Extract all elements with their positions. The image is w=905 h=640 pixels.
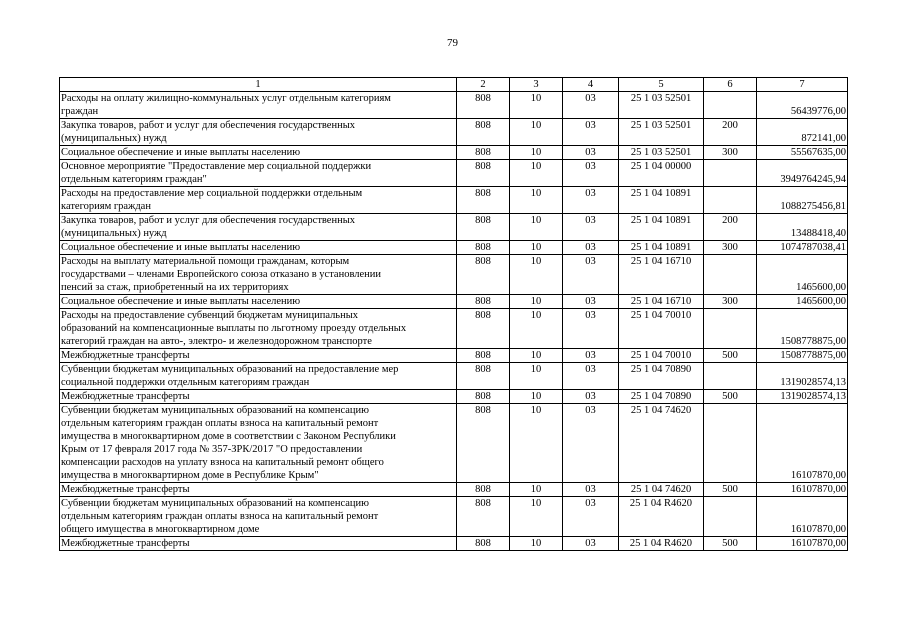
row-col-5: 25 1 04 10891 bbox=[619, 241, 704, 255]
row-col-5: 25 1 04 74620 bbox=[619, 483, 704, 497]
row-name: Межбюджетные трансферты bbox=[60, 349, 457, 363]
row-name: Расходы на оплату жилищно-коммунальных услуг отдельным категориям граждан bbox=[60, 92, 457, 119]
header-col-7: 7 bbox=[757, 78, 848, 92]
table-row bbox=[60, 146, 848, 160]
row-col-5: 25 1 04 R4620 bbox=[619, 497, 704, 537]
row-col-2: 808 bbox=[457, 349, 510, 363]
row-name: Межбюджетные трансферты bbox=[60, 390, 457, 404]
row-col-2: 808 bbox=[457, 146, 510, 160]
row-col-3: 10 bbox=[510, 255, 563, 295]
row-col-3: 10 bbox=[510, 497, 563, 537]
row-col-3: 10 bbox=[510, 160, 563, 187]
row-col-6 bbox=[704, 187, 757, 214]
header-col-2: 2 bbox=[457, 78, 510, 92]
row-amount: 56439776,00 bbox=[757, 92, 848, 119]
row-col-4: 03 bbox=[563, 255, 619, 295]
row-col-6 bbox=[704, 497, 757, 537]
row-col-3: 10 bbox=[510, 241, 563, 255]
row-col-4: 03 bbox=[563, 295, 619, 309]
row-col-4: 03 bbox=[563, 214, 619, 241]
row-name: Расходы на предоставление мер социальной поддержки отдельным категориям граждан bbox=[60, 187, 457, 214]
row-col-6: 300 bbox=[704, 295, 757, 309]
row-amount: 1088275456,81 bbox=[757, 187, 848, 214]
row-col-5: 25 1 04 16710 bbox=[619, 255, 704, 295]
row-col-3: 10 bbox=[510, 483, 563, 497]
row-col-2: 808 bbox=[457, 119, 510, 146]
row-col-5: 25 1 04 70890 bbox=[619, 363, 704, 390]
row-col-5: 25 1 04 74620 bbox=[619, 404, 704, 483]
row-col-6: 500 bbox=[704, 390, 757, 404]
row-col-6: 500 bbox=[704, 349, 757, 363]
header-col-4: 4 bbox=[563, 78, 619, 92]
row-col-5: 25 1 04 10891 bbox=[619, 187, 704, 214]
row-col-6: 500 bbox=[704, 537, 757, 551]
header-col-5: 5 bbox=[619, 78, 704, 92]
row-col-5: 25 1 04 70890 bbox=[619, 390, 704, 404]
row-col-3: 10 bbox=[510, 309, 563, 349]
row-col-4: 03 bbox=[563, 404, 619, 483]
row-col-6: 200 bbox=[704, 214, 757, 241]
row-col-6: 500 bbox=[704, 483, 757, 497]
table-row bbox=[60, 119, 848, 146]
budget-table bbox=[59, 77, 848, 551]
row-col-5: 25 1 04 16710 bbox=[619, 295, 704, 309]
row-col-5: 25 1 03 52501 bbox=[619, 119, 704, 146]
row-col-4: 03 bbox=[563, 309, 619, 349]
row-amount: 16107870,00 bbox=[757, 537, 848, 551]
row-col-3: 10 bbox=[510, 92, 563, 119]
row-col-3: 10 bbox=[510, 349, 563, 363]
table-row bbox=[60, 295, 848, 309]
row-amount: 1465600,00 bbox=[757, 295, 848, 309]
row-col-4: 03 bbox=[563, 363, 619, 390]
header-col-1: 1 bbox=[60, 78, 457, 92]
table-row bbox=[60, 497, 848, 537]
row-col-5: 25 1 04 00000 bbox=[619, 160, 704, 187]
row-name: Основное мероприятие "Предоставление мер социальной поддержки отдельным категориям граждан" bbox=[60, 160, 457, 187]
row-name: Субвенции бюджетам муниципальных образований на компенсацию отдельным категориям граждан оплаты взноса на капитальный ремонт имущества в многоквартирном доме в соответствии с Законом Республики Крым от 17 февраля 2017 года № 357-ЗРК/2017 "О предоставлении компенсации расходов на уплату взноса на капитальный ремонт общего имущества в многоквартирном доме в Республике Крым" bbox=[60, 404, 457, 483]
row-col-6 bbox=[704, 309, 757, 349]
row-col-6 bbox=[704, 404, 757, 483]
row-col-2: 808 bbox=[457, 214, 510, 241]
row-amount: 16107870,00 bbox=[757, 483, 848, 497]
row-name: Социальное обеспечение и иные выплаты населению bbox=[60, 146, 457, 160]
row-col-4: 03 bbox=[563, 537, 619, 551]
row-col-3: 10 bbox=[510, 363, 563, 390]
row-col-4: 03 bbox=[563, 146, 619, 160]
row-name: Расходы на предоставление субвенций бюджетам муниципальных образований на компенсационные выплаты по льготному проезду отдельных категорий граждан на авто-, электро- и железнодорожном транспорте bbox=[60, 309, 457, 349]
row-amount: 872141,00 bbox=[757, 119, 848, 146]
header-col-3: 3 bbox=[510, 78, 563, 92]
row-col-6 bbox=[704, 255, 757, 295]
row-col-3: 10 bbox=[510, 214, 563, 241]
row-col-3: 10 bbox=[510, 390, 563, 404]
row-col-4: 03 bbox=[563, 349, 619, 363]
row-col-4: 03 bbox=[563, 390, 619, 404]
row-col-2: 808 bbox=[457, 187, 510, 214]
table-row bbox=[60, 160, 848, 187]
table-row bbox=[60, 537, 848, 551]
row-col-3: 10 bbox=[510, 404, 563, 483]
row-col-2: 808 bbox=[457, 483, 510, 497]
header-col-6: 6 bbox=[704, 78, 757, 92]
row-col-6: 200 bbox=[704, 119, 757, 146]
row-col-2: 808 bbox=[457, 363, 510, 390]
table-row bbox=[60, 483, 848, 497]
row-col-4: 03 bbox=[563, 160, 619, 187]
row-name: Межбюджетные трансферты bbox=[60, 483, 457, 497]
table-row bbox=[60, 309, 848, 349]
row-col-4: 03 bbox=[563, 483, 619, 497]
row-col-2: 808 bbox=[457, 241, 510, 255]
row-col-3: 10 bbox=[510, 119, 563, 146]
row-name: Социальное обеспечение и иные выплаты населению bbox=[60, 241, 457, 255]
row-amount: 55567635,00 bbox=[757, 146, 848, 160]
row-col-4: 03 bbox=[563, 187, 619, 214]
row-col-5: 25 1 03 52501 bbox=[619, 92, 704, 119]
row-col-4: 03 bbox=[563, 119, 619, 146]
row-name: Закупка товаров, работ и услуг для обеспечения государственных (муниципальных) нужд bbox=[60, 119, 457, 146]
row-col-2: 808 bbox=[457, 92, 510, 119]
table-row bbox=[60, 404, 848, 483]
row-col-5: 25 1 04 70010 bbox=[619, 309, 704, 349]
row-col-5: 25 1 04 R4620 bbox=[619, 537, 704, 551]
table-row bbox=[60, 363, 848, 390]
table-header-row bbox=[60, 78, 848, 92]
row-name: Межбюджетные трансферты bbox=[60, 537, 457, 551]
row-col-6 bbox=[704, 160, 757, 187]
row-col-4: 03 bbox=[563, 497, 619, 537]
row-amount: 16107870,00 bbox=[757, 497, 848, 537]
row-col-6: 300 bbox=[704, 146, 757, 160]
row-amount: 1508778875,00 bbox=[757, 349, 848, 363]
row-name: Расходы на выплату материальной помощи гражданам, которым государствами – членами Европейского союза отказано в установлении пенсий за стаж, приобретенный на их территориях bbox=[60, 255, 457, 295]
row-col-2: 808 bbox=[457, 404, 510, 483]
row-col-6 bbox=[704, 92, 757, 119]
table-row bbox=[60, 390, 848, 404]
row-amount: 1319028574,13 bbox=[757, 363, 848, 390]
row-col-6: 300 bbox=[704, 241, 757, 255]
row-col-2: 808 bbox=[457, 255, 510, 295]
row-col-5: 25 1 04 70010 bbox=[619, 349, 704, 363]
row-col-3: 10 bbox=[510, 187, 563, 214]
row-col-4: 03 bbox=[563, 92, 619, 119]
table-row bbox=[60, 241, 848, 255]
row-name: Субвенции бюджетам муниципальных образований на предоставление мер социальной поддержки отдельным категориям граждан bbox=[60, 363, 457, 390]
table-row bbox=[60, 214, 848, 241]
row-name: Закупка товаров, работ и услуг для обеспечения государственных (муниципальных) нужд bbox=[60, 214, 457, 241]
row-col-6 bbox=[704, 363, 757, 390]
row-amount: 3949764245,94 bbox=[757, 160, 848, 187]
row-col-3: 10 bbox=[510, 537, 563, 551]
row-amount: 1319028574,13 bbox=[757, 390, 848, 404]
row-col-5: 25 1 03 52501 bbox=[619, 146, 704, 160]
row-col-3: 10 bbox=[510, 146, 563, 160]
row-col-2: 808 bbox=[457, 497, 510, 537]
page-number: 79 bbox=[447, 37, 458, 49]
table-row bbox=[60, 92, 848, 119]
table-row bbox=[60, 349, 848, 363]
row-col-3: 10 bbox=[510, 295, 563, 309]
row-col-2: 808 bbox=[457, 390, 510, 404]
row-col-2: 808 bbox=[457, 160, 510, 187]
row-col-5: 25 1 04 10891 bbox=[619, 214, 704, 241]
table-row bbox=[60, 255, 848, 295]
row-amount: 1465600,00 bbox=[757, 255, 848, 295]
row-col-2: 808 bbox=[457, 295, 510, 309]
row-amount: 1508778875,00 bbox=[757, 309, 848, 349]
row-name: Социальное обеспечение и иные выплаты населению bbox=[60, 295, 457, 309]
row-amount: 1074787038,41 bbox=[757, 241, 848, 255]
row-amount: 16107870,00 bbox=[757, 404, 848, 483]
row-name: Субвенции бюджетам муниципальных образований на компенсацию отдельным категориям граждан оплаты взноса на капитальный ремонт общего имущества в многоквартирном доме bbox=[60, 497, 457, 537]
row-col-4: 03 bbox=[563, 241, 619, 255]
row-amount: 13488418,40 bbox=[757, 214, 848, 241]
row-col-2: 808 bbox=[457, 309, 510, 349]
row-col-2: 808 bbox=[457, 537, 510, 551]
table-row bbox=[60, 187, 848, 214]
